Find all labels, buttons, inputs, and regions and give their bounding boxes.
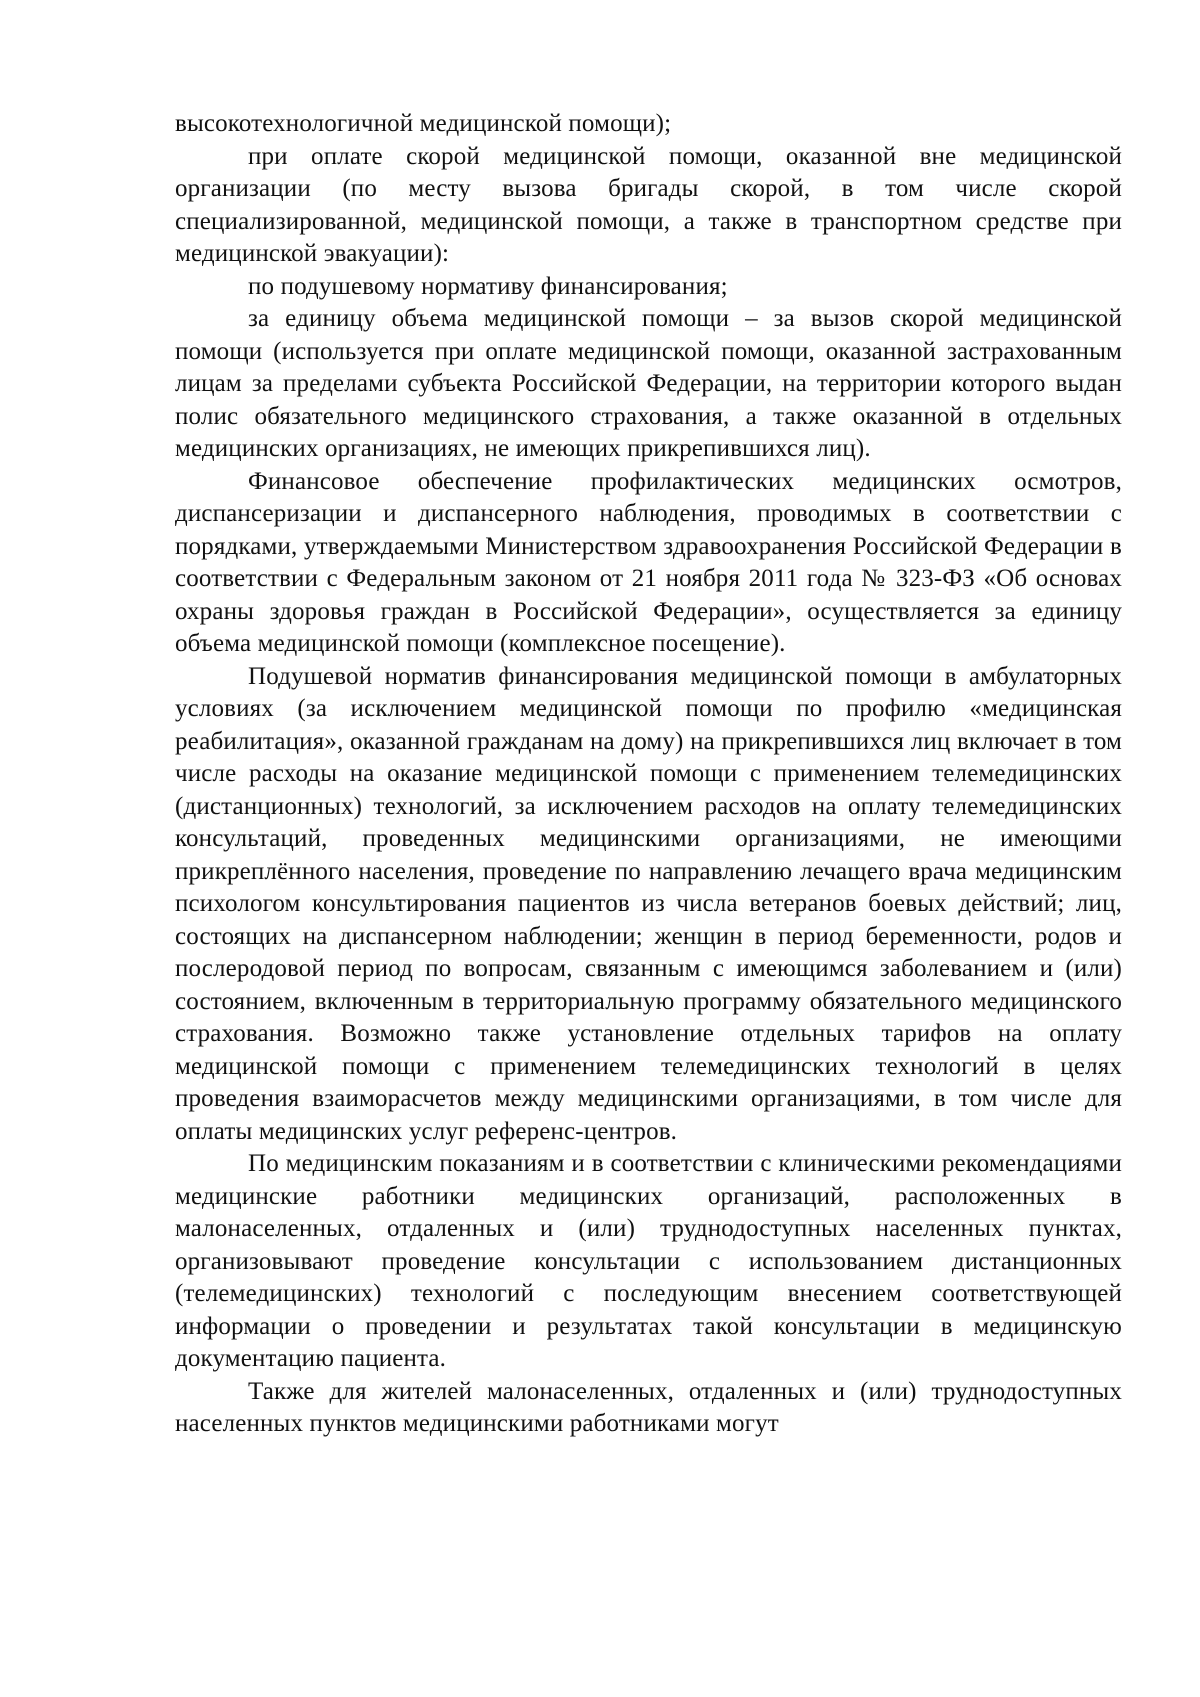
document-page <box>175 108 1122 1441</box>
paragraph-5: Финансовое обеспечение профилактических медицинских осмотров, диспансеризации и диспансерного наблюдения, проводимых в соответствии с порядками, утверждаемыми Министерством здравоохранения Российской Федерации в соответствии с Федеральным законом от 21 ноября 2011 года № 323-ФЗ «Об основах охраны здоровья граждан в Российской Федерации», осуществляется за единицу объема медицинской помощи (комплексное посещение). <box>175 467 1122 657</box>
paragraph-2: при оплате скорой медицинской помощи, оказанной вне медицинской организации (по месту вызова бригады скорой, в том числе скорой специализированной, медицинской помощи, а также в транспортном средстве при медицинской эвакуации): <box>175 142 1122 267</box>
paragraph-4: за единицу объема медицинской помощи – за вызов скорой медицинской помощи (используется при оплате медицинской помощи, оказанной застрахованным лицам за пределами субъекта Российской Федерации, на территории которого выдан полис обязательного медицинского страхования, а также оказанной в отдельных медицинских организациях, не имеющих прикрепившихся лиц). <box>175 305 1122 462</box>
paragraph-7: По медицинским показаниям и в соответствии с клиническими рекомендациями медицинские работники медицинских организаций, расположенных в малонаселенных, отдаленных и (или) труднодоступных населенных пунктах, организовывают проведение консультации с использованием дистанционных (телемедицинских) технологий с последующим внесением соответствующей информации о проведении и результатах такой консультации в медицинскую документацию пациента. <box>175 1150 1122 1372</box>
paragraph-6: Подушевой норматив финансирования медицинской помощи в амбулаторных условиях (за исключением медицинской помощи по профилю «медицинская реабилитация», оказанной гражданам на дому) на прикрепившихся лиц включает в том числе расходы на оказание медицинской помощи с применением телемедицинских (дистанционных) технологий, за исключением расходов на оплату телемедицинских консультаций, проведенных медицинскими организациями, не имеющими прикреплённого населения, проведение по направлению лечащего врача медицинским психологом консультирования пациентов из числа ветеранов боевых действий; лиц, состоящих на диспансерном наблюдении; женщин в период беременности, родов и послеродовой период по вопросам, связанным с имеющимся заболеванием и (или) состоянием, включенным в территориальную программу обязательного медицинского страхования. Возможно также установление отдельных тарифов на оплату медицинской помощи с применением телемедицинских технологий в целях проведения взаиморасчетов между медицинскими организациями, в том числе для оплаты медицинских услуг референс-центров. <box>175 662 1122 1145</box>
paragraph-8: Также для жителей малонаселенных, отдаленных и (или) труднодоступных населенных пунктов медицинскими работниками могут <box>175 1377 1122 1437</box>
paragraph-1: высокотехнологичной медицинской помощи); <box>175 110 672 137</box>
paragraph-3: по подушевому нормативу финансирования; <box>248 272 728 300</box>
